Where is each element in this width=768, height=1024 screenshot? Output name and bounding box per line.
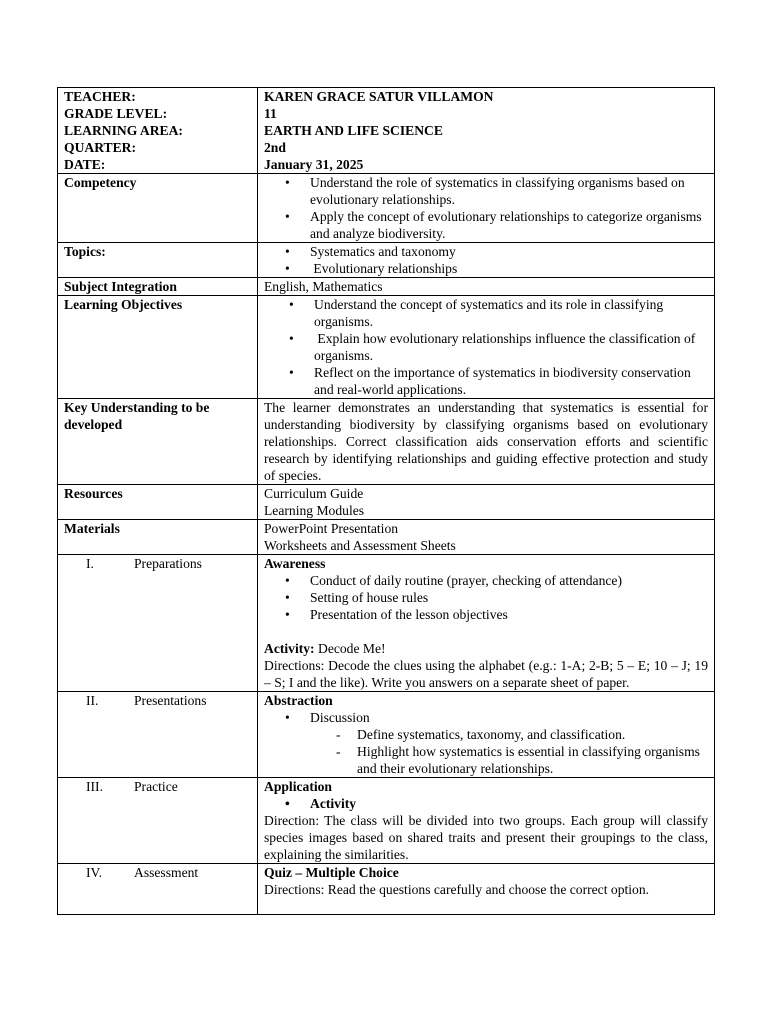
assessment-label-cell <box>58 864 258 915</box>
section-name: Presentations <box>134 693 207 708</box>
learning-objectives-row <box>58 296 715 399</box>
list-item: • Understand the role of systematics in classifying organisms based on evolutionary relationships. <box>310 174 708 208</box>
quarter-value: 2nd <box>264 140 286 155</box>
grade-level-value: 11 <box>264 106 277 121</box>
list-item: • Apply the concept of evolutionary relationships to categorize organisms and analyze biodiversity. <box>310 208 708 242</box>
date-label: DATE: <box>64 157 106 172</box>
list-item: • Reflect on the importance of systematics in biodiversity conservation and real-world applications. <box>314 364 708 398</box>
section-name: Preparations <box>134 556 202 571</box>
section-number: IV. <box>86 865 102 880</box>
awareness-heading: Awareness <box>264 556 326 571</box>
abstraction-heading: Abstraction <box>264 693 333 708</box>
grade-level-label: GRADE LEVEL: <box>64 106 168 121</box>
list-item: • Setting of house rules <box>310 589 708 606</box>
competency-row <box>58 174 715 243</box>
section-number: III. <box>86 779 103 794</box>
lesson-plan-table <box>57 87 715 915</box>
application-list <box>264 795 708 812</box>
list-item-text: Evolutionary relationships <box>313 261 458 276</box>
assessment-section-label <box>64 864 251 881</box>
list-item: • Activity <box>310 795 708 812</box>
list-item: • Conduct of daily routine (prayer, checking of attendance) <box>310 572 708 589</box>
objectives-list <box>264 296 708 398</box>
preparations-label-cell <box>58 555 258 692</box>
subject-integration-value: English, Mathematics <box>258 278 715 296</box>
competency-cell <box>258 174 715 243</box>
discussion-sublist <box>264 726 708 777</box>
materials-cell <box>258 520 715 555</box>
awareness-list <box>264 572 708 623</box>
resources-cell <box>258 485 715 520</box>
list-item: • Understand the concept of systematics and its role in classifying organisms. <box>314 296 708 330</box>
learning-objectives-label: Learning Objectives <box>58 296 258 399</box>
quarter-label: QUARTER: <box>64 140 137 155</box>
subject-integration-row <box>58 278 715 296</box>
key-understanding-text: The learner demonstrates an understanding that systematics is essential for understanding biodiversity by classifying organisms based on evolutionary relationships. Correct classification aids conservation efforts and scientific research by identifying relationships and guiding effective protection and study of species. <box>258 399 715 485</box>
resource-item: Learning Modules <box>264 503 365 518</box>
key-understanding-label: Key Understanding to be developed <box>58 399 258 485</box>
activity-line <box>264 640 708 657</box>
list-item <box>310 260 708 277</box>
topics-label: Topics: <box>58 243 258 278</box>
activity-title: Decode Me! <box>318 641 386 656</box>
section-number: I. <box>86 556 94 571</box>
topics-row <box>58 243 715 278</box>
list-item: - Define systematics, taxonomy, and classification. <box>357 726 708 743</box>
practice-cell <box>258 778 715 864</box>
preparations-row <box>58 555 715 692</box>
topics-cell <box>258 243 715 278</box>
activity-directions: Directions: Decode the clues using the alphabet (e.g.: 1-A; 2-B; 5 – E; 10 – J; 19 – S; I and the like). Write you answers on a separate sheet of paper. <box>264 658 708 690</box>
activity-label: Activity: <box>264 641 315 656</box>
resource-item: Curriculum Guide <box>264 486 364 501</box>
section-name: Practice <box>134 779 178 794</box>
practice-label-cell <box>58 778 258 864</box>
header-row <box>58 88 715 174</box>
list-item: - Highlight how systematics is essential in classifying organisms and their evolutionary relationships. <box>357 743 708 777</box>
quiz-heading: Quiz – Multiple Choice <box>264 865 399 880</box>
topics-list <box>264 243 708 277</box>
practice-section-label <box>64 778 251 795</box>
list-item: • Presentation of the lesson objectives <box>310 606 708 623</box>
presentations-section-label <box>64 692 251 709</box>
material-item: PowerPoint Presentation <box>264 521 399 536</box>
list-item: • Systematics and taxonomy <box>310 243 708 260</box>
preparations-cell <box>258 555 715 692</box>
presentations-row <box>58 692 715 778</box>
resources-label: Resources <box>58 485 258 520</box>
materials-row <box>58 520 715 555</box>
competency-label: Competency <box>58 174 258 243</box>
spacer <box>264 623 708 640</box>
preparations-section-label <box>64 555 251 572</box>
teacher-label: TEACHER: <box>64 89 136 104</box>
material-item: Worksheets and Assessment Sheets <box>264 538 456 553</box>
header-labels-cell <box>58 88 258 174</box>
key-understanding-row <box>58 399 715 485</box>
assessment-row <box>58 864 715 915</box>
practice-direction: Direction: The class will be divided into two groups. Each group will classify species images based on shared traits and present their groupings to the class, explaining the similarities. <box>264 813 708 862</box>
presentations-cell <box>258 692 715 778</box>
list-item <box>314 330 708 364</box>
learning-area-value: EARTH AND LIFE SCIENCE <box>264 123 443 138</box>
learning-objectives-cell <box>258 296 715 399</box>
abstraction-list <box>264 709 708 726</box>
section-number: II. <box>86 693 99 708</box>
competency-list <box>264 174 708 242</box>
teacher-value: KAREN GRACE SATUR VILLAMON <box>264 89 494 104</box>
list-item: • Discussion <box>310 709 708 726</box>
header-values-cell <box>258 88 715 174</box>
resources-row <box>58 485 715 520</box>
date-value: January 31, 2025 <box>264 157 364 172</box>
quiz-directions: Directions: Read the questions carefully and choose the correct option. <box>264 882 650 897</box>
list-item-text: Explain how evolutionary relationships influence the classification of organisms. <box>314 331 696 363</box>
application-heading: Application <box>264 779 332 794</box>
assessment-cell <box>258 864 715 915</box>
presentations-label-cell <box>58 692 258 778</box>
subject-integration-label: Subject Integration <box>58 278 258 296</box>
practice-row <box>58 778 715 864</box>
section-name: Assessment <box>134 865 199 880</box>
learning-area-label: LEARNING AREA: <box>64 123 183 138</box>
materials-label: Materials <box>58 520 258 555</box>
